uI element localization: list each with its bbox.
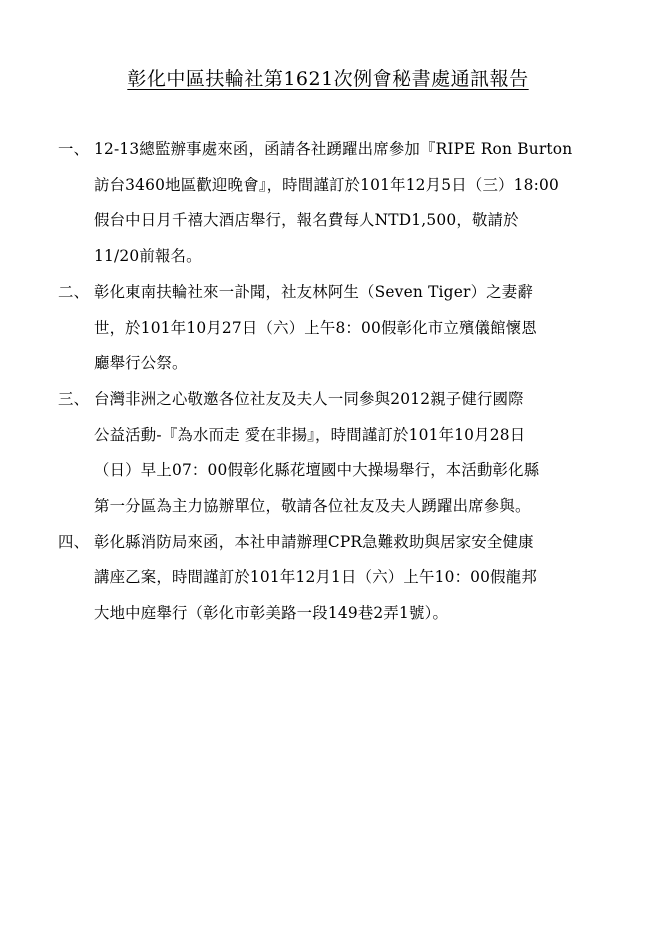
report-item-3 — [58, 382, 598, 525]
item-number: 四、 — [58, 532, 90, 551]
item-line: 訪台3460地區歡迎晚會』，時間謹訂於101年12月5日（三）18:00 — [94, 175, 559, 194]
item-line: 假台中日月千禧大酒店舉行，報名費每人NTD1,500，敬請於 — [94, 211, 519, 230]
item-line: 講座乙案，時間謹訂於101年12月1日（六）上午10：00假龍邦 — [94, 568, 537, 587]
page-title-text: 彰化中區扶輪社第1621次例會秘書處通訊報告 — [127, 68, 529, 90]
item-number: 一、 — [58, 140, 90, 158]
item-line: 公益活動-『為水而走 愛在非揚』，時間謹訂於101年10月28日 — [94, 425, 526, 444]
item-line: 11/20前報名。 — [94, 247, 202, 266]
item-number: 二、 — [58, 282, 90, 301]
item-line: （日）早上07：00假彰化縣花壇國中大操場舉行，本活動彰化縣 — [94, 461, 540, 480]
report-item-1 — [58, 132, 598, 275]
report-item-2 — [58, 275, 598, 382]
item-line: 12-13總監辦事處來函，函請各社踴躍出席參加『RIPE Ron Burton — [94, 140, 573, 158]
item-line: 第一分區為主力協辦單位，敬請各位社友及夫人踴躍出席參與。 — [94, 497, 531, 516]
item-line: 廳舉行公祭。 — [94, 354, 188, 373]
item-line: 彰化東南扶輪社來一訃聞，社友林阿生（Seven Tiger）之妻辭 — [94, 282, 533, 301]
item-line: 彰化縣消防局來函，本社申請辦理CPR急難救助與居家安全健康 — [94, 532, 534, 551]
item-line: 台灣非洲之心敬邀各位社友及夫人一同參與2012親子健行國際 — [94, 389, 524, 408]
report-item-4 — [58, 525, 598, 632]
item-line: 大地中庭舉行（彰化市彰美路一段149巷2弄1號）。 — [94, 604, 449, 623]
item-number: 三、 — [58, 389, 90, 408]
report-item-list — [58, 132, 598, 632]
page-title — [0, 66, 656, 92]
item-line: 世，於101年10月27日（六）上午8：00假彰化市立殯儀館懷恩 — [94, 318, 537, 337]
